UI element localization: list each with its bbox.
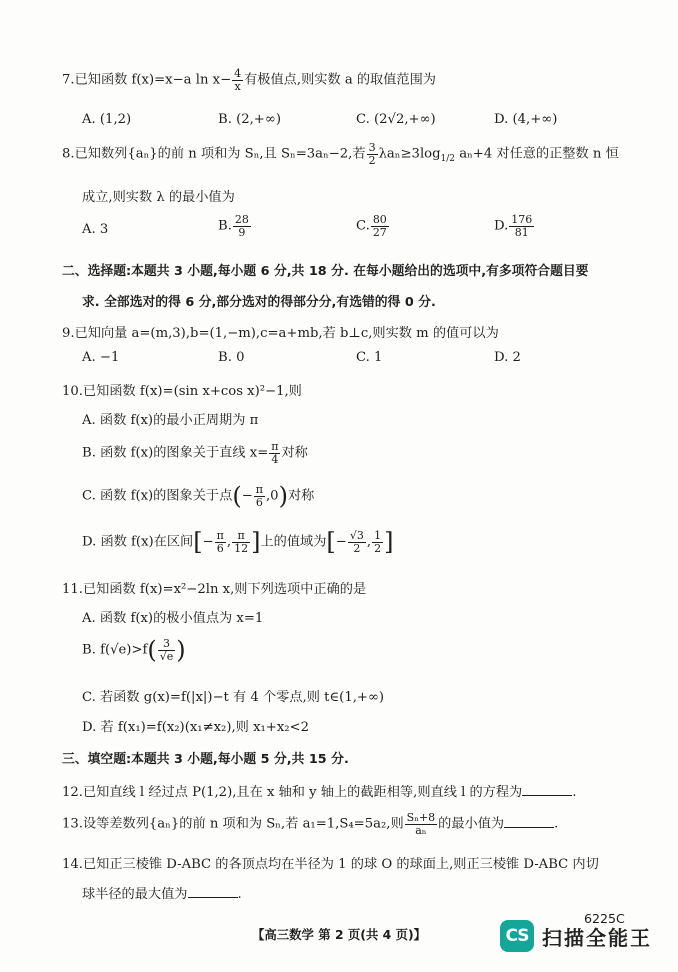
q13-stem: 13.设等差数列{aₙ}的前 n 项和为 Sₙ,若 a₁=1,S₄=5a₂,则 $\frac{\text{Sₙ+8}}{\text{aₙ}}$ 的最小值为 . xyxy=(62,811,559,837)
q9-option-a: A. −1 xyxy=(82,350,120,365)
q10-stem: 10.已知函数 f(x)=(sin x+cos x)²−1,则 xyxy=(62,384,302,399)
answer-blank[interactable] xyxy=(188,885,238,898)
q9-option-c: C. 1 xyxy=(356,350,383,365)
fraction: $\frac{3}{2}$ xyxy=(368,141,376,167)
scanner-watermark xyxy=(500,920,652,952)
q10-option-d: D. 函数 f(x)在区间[− $\frac{\pi}{6}$ , $\frac{\pi}{12}$ ]上的值域为[− $\frac{√3}{2}$ , $\frac{1}{2}$ ] xyxy=(82,528,394,557)
q8-option-b: B. $\frac{28}{9}$ xyxy=(218,213,249,239)
q14-stem: 14.已知正三棱锥 D-ABC 的各顶点均在半径为 1 的球 O 的球面上,则正三棱锥 D-ABC 内切 xyxy=(62,857,599,872)
q8-option-a: A. 3 xyxy=(82,222,109,237)
q10-option-c: C. 函数 f(x)的图象关于点(− $\frac{\pi}{6}$ ,0)对称 xyxy=(82,482,315,511)
section-2-heading: 二、选择题:本题共 3 小题,每小题 6 分,共 18 分. 在每小题给出的选项中,有多项符合题目要 xyxy=(62,264,589,279)
q14-stem-line2: 球半径的最大值为 . xyxy=(82,887,242,902)
section-3-heading: 三、填空题:本题共 3 小题,每小题 5 分,共 15 分. xyxy=(62,752,349,767)
q10-option-b: B. 函数 f(x)的图象关于直线 x= $\frac{\pi}{4}$ 对称 xyxy=(82,440,308,466)
answer-blank[interactable] xyxy=(522,783,572,796)
q7-option-d: D. (4,+∞) xyxy=(494,112,558,127)
q11-option-d: D. 若 f(x₁)=f(x₂)(x₁≠x₂),则 x₁+x₂<2 xyxy=(82,720,310,735)
page-footer: 【高三数学 第 2 页(共 4 页)】 xyxy=(251,927,427,942)
q8-option-c: C. $\frac{80}{27}$ xyxy=(356,213,387,239)
q11-stem: 11.已知函数 f(x)=x²−2ln x,则下列选项中正确的是 xyxy=(62,582,367,597)
q11-option-b: B. f(√e)>f( $\frac{3}{√e}$ ) xyxy=(82,636,186,665)
q7-option-c: C. (2√2,+∞) xyxy=(356,112,436,127)
q9-stem: 9.已知向量 a=(m,3),b=(1,−m),c=a+mb,若 b⊥c,则实数 m 的值可以为 xyxy=(62,326,499,341)
q10-option-a: A. 函数 f(x)的最小正周期为 π xyxy=(82,413,259,428)
q12-stem: 12.已知直线 l 经过点 P(1,2),且在 x 轴和 y 轴上的截距相等,则直线 l 的方程为 . xyxy=(62,785,577,800)
section-2-heading-line2: 求. 全部选对的得 6 分,部分选对的得部分分,有选错的得 0 分. xyxy=(82,295,436,310)
q9-option-d: D. 2 xyxy=(494,350,521,365)
q11-option-a: A. 函数 f(x)的极小值点为 x=1 xyxy=(82,611,264,626)
camscanner-logo-icon: CS xyxy=(500,920,534,952)
q8-stem: 8.已知数列{aₙ}的前 n 项和为 Sₙ,且 Sₙ=3aₙ−2,若 $\frac{3}{2}$ $\lambda a_n\ge 3\log_{1/2}$ aₙ+4 对任意的正整数 n 恒 xyxy=(62,141,619,167)
fraction: $\frac{4}{x}$ xyxy=(234,67,242,93)
answer-blank[interactable] xyxy=(504,815,554,828)
q7-option-b: B. (2,+∞) xyxy=(218,112,281,127)
q8-option-d: D. $\frac{176}{81}$ xyxy=(494,213,533,239)
q9-option-b: B. 0 xyxy=(218,350,245,365)
q11-option-c: C. 若函数 g(x)=f(|x|)−t 有 4 个零点,则 t∈(1,+∞) xyxy=(82,690,385,705)
q7-option-a: A. (1,2) xyxy=(82,112,132,127)
q7-stem: 7.已知函数 f(x)=x−a ln x− $\frac{4}{x}$ 有极值点,则实数 a 的取值范围为 xyxy=(62,67,436,93)
q8-stem-line2: 成立,则实数 λ 的最小值为 xyxy=(82,190,235,205)
paper-code: 6225C xyxy=(584,911,625,926)
scanner-name: 扫描全能王 xyxy=(542,925,652,950)
